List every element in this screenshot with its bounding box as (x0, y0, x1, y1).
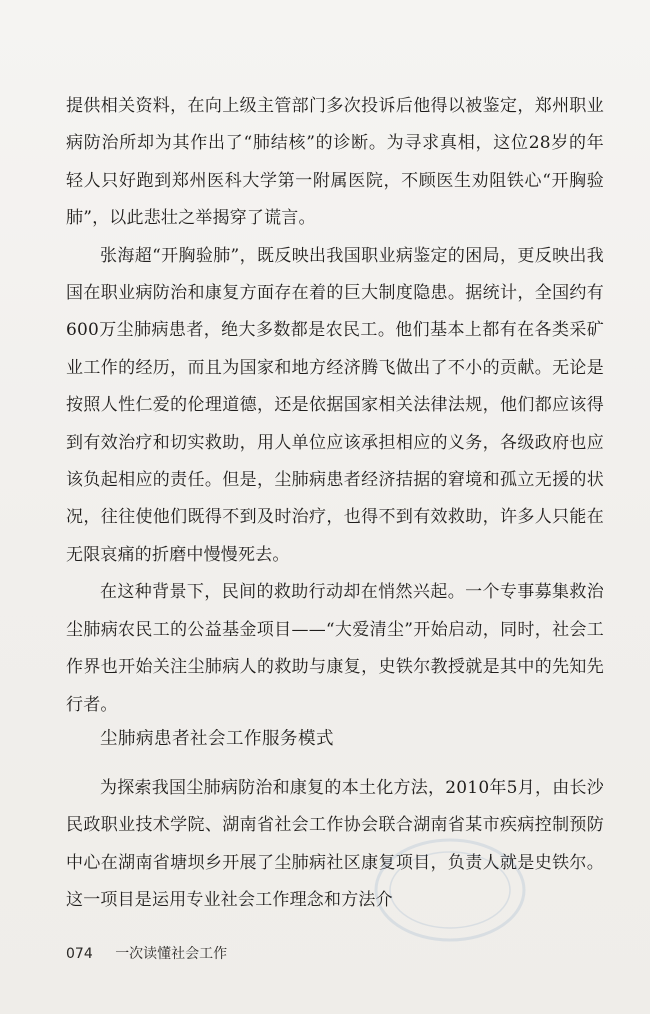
paragraph-project: 为探索我国尘肺病防治和康复的本土化方法，2010年5月，由长沙民政职业技术学院、湖南省社会工作协会联合湖南省某市疾病控制预防中心在湖南省塘坝乡开展了尘肺病社区康复项目，负责人就是史铁尔。这一项目是运用专业社会工作理念和方法介 (66, 778, 604, 911)
section-heading: 尘肺病患者社会工作服务模式 (100, 729, 334, 749)
paragraph-background: 在这种背景下，民间的救助行动却在悄然兴起。一个专事募集救治尘肺病农民工的公益基金项目——“大爱清尘”开始启动，同时，社会工作界也开始关注尘肺病人的救助与康复，史铁尔教授就是其中的先知先行者。 (66, 582, 604, 715)
body-text-top (66, 88, 604, 724)
paragraph-zhang-haichao: 张海超“开胸验肺”，既反映出我国职业病鉴定的困局，更反映出我国在职业病防治和康复方面存在着的巨大制度隐患。据统计，全国约有600万尘肺病患者，绝大多数都是农民工。他们基本上都有在各类采矿业工作的经历，而且为国家和地方经济腾飞做出了不小的贡献。无论是按照人性仁爱的伦理道德，还是依据国家相关法律法规，他们都应该得到有效治疗和切实救助，用人单位应该承担相应的义务，各级政府也应该负起相应的责任。但是，尘肺病患者经济拮据的窘境和孤立无援的状况，往往使他们既得不到及时治疗，也得不到有效救助，许多人只能在无限哀痛的折磨中慢慢死去。 (66, 245, 604, 565)
book-title: 一次读懂社会工作 (115, 946, 228, 962)
body-text-bottom (66, 770, 604, 920)
paragraph-continued: 提供相关资料，在向上级主管部门多次投诉后他得以被鉴定，郑州职业病防治所却为其作出了“肺结核”的诊断。为寻求真相，这位28岁的年轻人只好跑到郑州医科大学第一附属医院，不顾医生劝阻铁心“开胸验肺”，以此悲壮之举揭穿了谎言。 (66, 96, 604, 229)
page-number: 074 (66, 946, 93, 962)
page-footer (66, 944, 227, 964)
